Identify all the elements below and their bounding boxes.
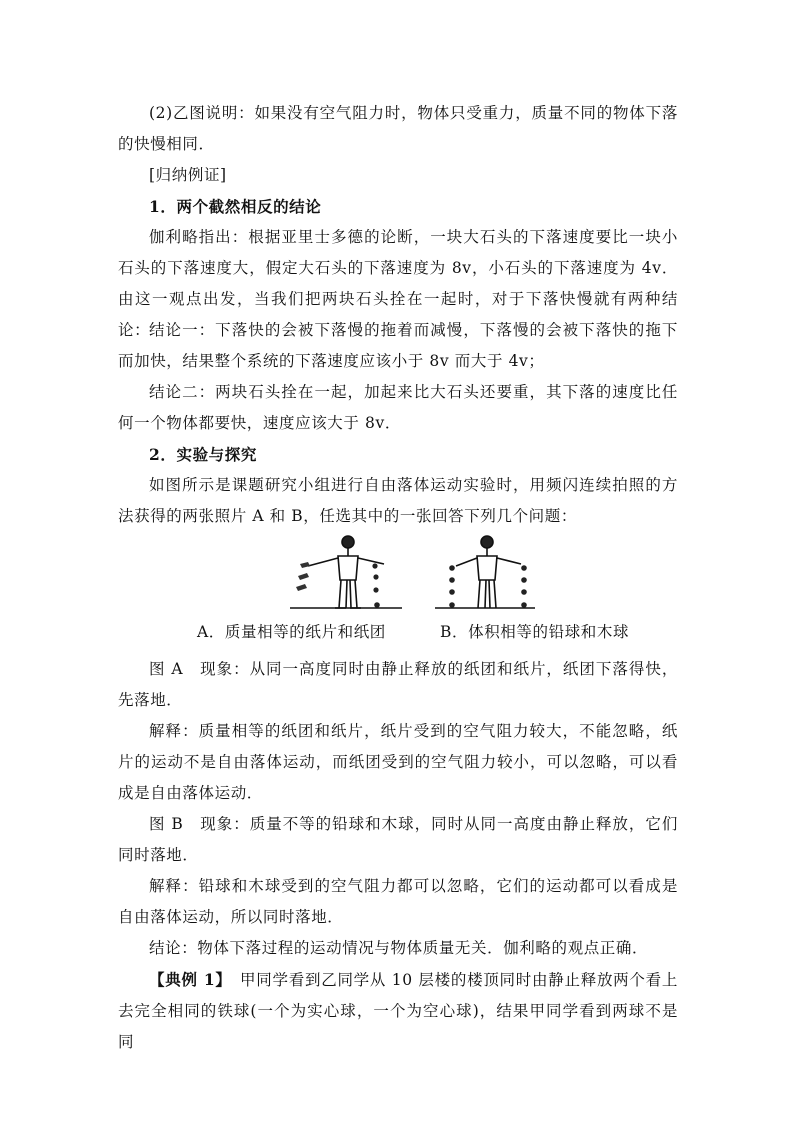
- figure-b-wood-balls: [521, 565, 527, 608]
- example-label: 【典例 1】: [149, 970, 224, 989]
- paragraph-conclusion-2: (2)乙图说明：如果没有空气阻力时，物体只受重力，质量不同的物体下落的快慢相同．: [118, 104, 678, 153]
- figure-a-paper-sheets: [296, 562, 310, 591]
- paragraph-conclusion-one: 结论一：下落快的会被下落慢的拖着而减慢，下落慢的会被下落快的拖下而加快，结果整个系统的下落速度应该小于 8v 而大于 4v；: [118, 321, 678, 370]
- heading-two-conclusions: 1．两个截然相反的结论: [149, 197, 322, 216]
- paragraph-figure-a-phenomenon: 图 A 现象：从同一高度同时由静止释放的纸团和纸片，纸团下落得快，先落地．: [118, 660, 678, 709]
- paragraph-figure-b-explanation: 解释：铅球和木球受到的空气阻力都可以忽略，它们的运动都可以看成是自由落体运动，所以同时落地．: [118, 877, 678, 926]
- figure-caption-a: A．质量相等的纸片和纸团: [197, 623, 386, 641]
- paragraph-final-conclusion: 结论：物体下落过程的运动情况与物体质量无关．伽利略的观点正确．: [149, 939, 649, 957]
- figure-a-person: [290, 536, 402, 608]
- figure-a-paper-balls: [372, 563, 379, 607]
- free-fall-illustration: [190, 530, 650, 620]
- example-text: 甲同学看到乙同学从 10 层楼的楼顶同时由静止释放两个看上去完全相同的铁球(一个为实心球，一个为空心球)，结果甲同学看到两球不是同: [118, 971, 678, 1051]
- heading-experiment: 2．实验与探究: [149, 445, 257, 464]
- figure-b-person: [435, 536, 535, 608]
- paragraph-experiment-intro: 如图所示是课题研究小组进行自由落体运动实验时，用频闪连续拍照的方法获得的两张照片 A 和 B，任选其中的一张回答下列几个问题：: [118, 476, 678, 525]
- figure-caption-b: B．体积相等的铅球和木球: [440, 623, 630, 641]
- paragraph-example-1: [118, 964, 678, 1058]
- paragraph-figure-a-explanation: 解释：质量相等的纸团和纸片，纸片受到的空气阻力较大，不能忽略，纸片的运动不是自由落体运动，而纸团受到的空气阻力较小，可以忽略，可以看成是自由落体运动．: [118, 722, 678, 802]
- paragraph-conclusion-two: 结论二：两块石头拴在一起，加起来比大石头还要重，其下落的速度比任何一个物体都要快，速度应该大于 8v．: [118, 383, 678, 432]
- paragraph-figure-b-phenomenon: 图 B 现象：质量不等的铅球和木球，同时从同一高度由静止释放，它们同时落地．: [118, 815, 678, 864]
- paragraph-galileo-argument: 伽利略指出：根据亚里士多德的论断，一块大石头的下落速度要比一块小石头的下落速度大，假定大石头的下落速度为 8v，小石头的下落速度为 4v．由这一观点出发，当我们把两块石头拴在一起时，对于下落快慢就有两种结论：: [118, 228, 678, 339]
- section-label-summary: [归纳例证]: [149, 166, 227, 184]
- figure-b-lead-balls: [449, 565, 455, 608]
